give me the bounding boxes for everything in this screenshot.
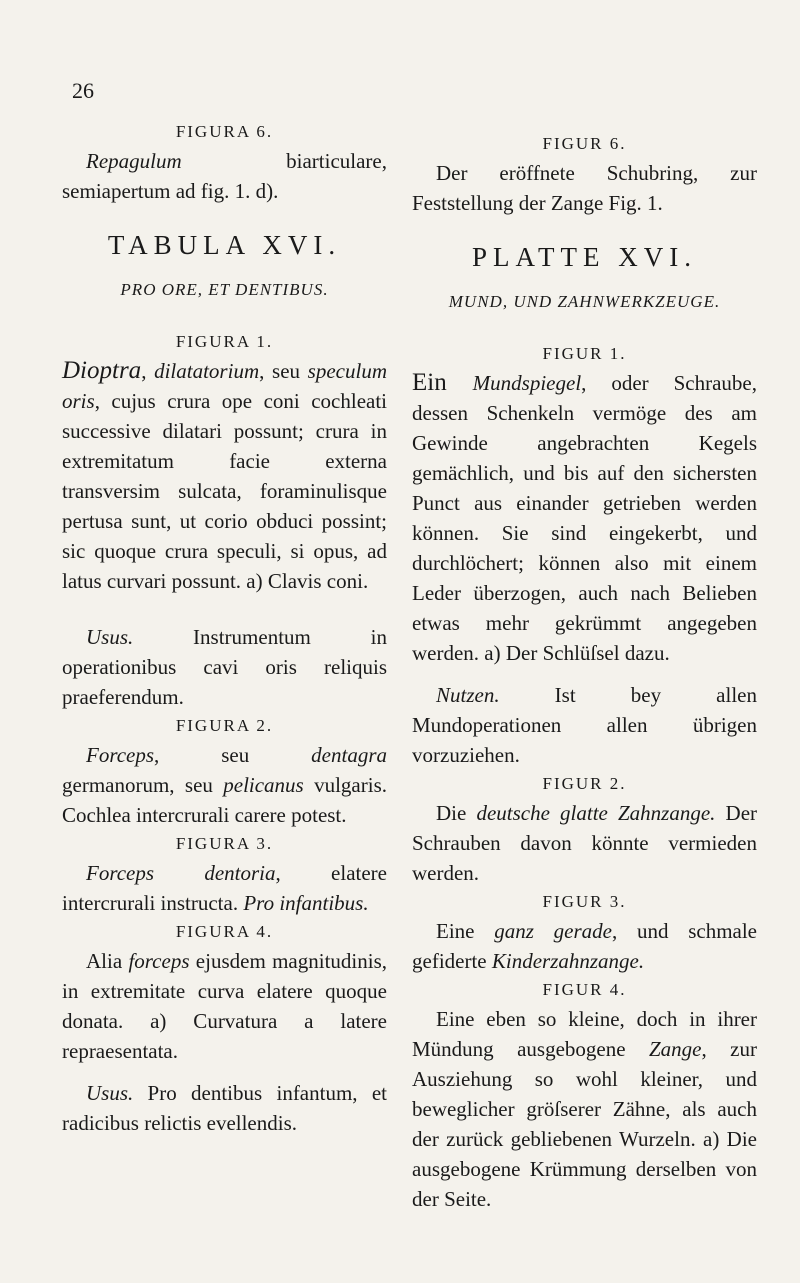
term: Forceps dentoria [86, 861, 276, 885]
paragraph [412, 916, 757, 976]
text: , [141, 359, 155, 383]
paragraph [62, 858, 387, 918]
term: Nutzen. [436, 683, 500, 707]
text: Ein [412, 369, 473, 396]
figure-heading: FIGURA 2. [175, 716, 274, 735]
term: Usus. [86, 625, 134, 649]
paragraph [62, 146, 387, 206]
paragraph [412, 798, 757, 888]
figure-heading: FIGUR 2. [542, 774, 627, 793]
paragraph [62, 622, 387, 712]
latin-column [62, 118, 387, 1138]
term: forceps [128, 949, 190, 973]
term: deutsche glatte Zahnzange. [476, 801, 716, 825]
text: Pro dentibus infantum, et radicibus relictis evellendis. [62, 1081, 387, 1135]
paragraph [62, 946, 387, 1066]
text: germanorum, seu [62, 773, 224, 797]
paragraph [62, 740, 387, 830]
paragraph [62, 1078, 387, 1138]
text: , und schmale gefiderte [412, 919, 757, 973]
term: Pro infantibus. [243, 891, 369, 915]
text: , cujus crura ope coni cochleati successive dilatari possunt; crura in extremitatum facie externa transversim sulcata, foraminulisque pertusa sunt, ut corio obduci possint; sic quoque crura speculi, si opus, ad latus curvari possunt. a) Clavis coni. [62, 389, 387, 593]
paragraph [412, 1004, 757, 1214]
term: Mundspiegel [472, 371, 582, 395]
figure-heading: FIGUR 1. [542, 344, 627, 363]
term: pelicanus [223, 773, 304, 797]
text: , seu [259, 359, 308, 383]
term: dilatatorium [154, 359, 260, 383]
figure-heading: FIGURA 3. [175, 834, 274, 853]
term: dentagra [311, 743, 387, 767]
term: ganz gerade [494, 919, 612, 943]
text: Die [436, 801, 477, 825]
page-number: 26 [72, 78, 94, 103]
plate-title: TABULA XVI. [107, 230, 342, 260]
term: Dioptra [62, 357, 142, 384]
text: , oder Schraube, dessen Schenkeln vermöge des am Gewinde angebrachten Kegels gemächlich, und bis auf den sichersten Punct aus einander getrieben werden können. Sie sind eingekerbt, und durchlöchert; können also mit einem Leder überzogen, auch nach Belieben etwas mehr gekrümmt angegeben werden. a) Der Schlüſsel dazu. [412, 371, 758, 665]
plate-title: PLATTE XVI. [472, 242, 697, 272]
paragraph: Der eröffnete Schubring, zur Feststellung der Zange Fig. 1. [412, 161, 757, 215]
text: Eine eben so kleine, doch in ihrer Mündung ausgebogene [412, 1007, 757, 1061]
figure-heading: FIGUR 4. [542, 980, 627, 999]
term: Forceps [86, 743, 155, 767]
text: biarticulare, semiapertum ad fig. 1. d). [62, 149, 387, 203]
text: Eine [436, 919, 495, 943]
term: Usus. [86, 1081, 134, 1105]
paragraph [412, 368, 757, 668]
paragraph [412, 680, 757, 770]
plate-subtitle: MUND, UND ZAHNWERKZEUGE. [448, 292, 721, 311]
text: Ist bey allen Mundoperationen allen übrigen vorzuziehen. [412, 683, 757, 767]
figure-heading: FIGURA 4. [175, 922, 274, 941]
text: , seu [154, 743, 312, 767]
term: Zange [648, 1037, 702, 1061]
text: ejusdem magnitudinis, in extremitate curva elatere quoque donata. a) Curvatura a latere repraesentata. [62, 949, 387, 1063]
term: speculum oris [62, 359, 387, 413]
term: Kinderzahnzange. [491, 949, 645, 973]
text: Der Schrauben davon könnte vermieden werden. [412, 801, 758, 885]
text: , zur Ausziehung so wohl kleiner, und beweglicher gröſserer Zähne, als auch der zurück gebliebenen Wurzeln. a) Die ausgebogene Krümmung derselben von der Seite. [412, 1037, 757, 1211]
plate-subtitle: PRO ORE, ET DENTIBUS. [120, 280, 329, 299]
text: , elatere intercrurali instructa. [62, 861, 387, 915]
figure-heading: FIGURA 1. [175, 332, 274, 351]
figure-heading: FIGURA 6. [175, 122, 274, 141]
paragraph [62, 356, 387, 596]
term: Repagulum [86, 149, 182, 173]
text: Instrumentum in operationibus cavi oris reliquis praeferendum. [62, 625, 387, 709]
figure-heading: FIGUR 6. [542, 134, 627, 153]
text: Alia [86, 949, 129, 973]
figure-heading: FIGUR 3. [542, 892, 627, 911]
german-column [412, 130, 757, 1214]
text: vulgaris. Cochlea intercrurali carere potest. [62, 773, 387, 827]
